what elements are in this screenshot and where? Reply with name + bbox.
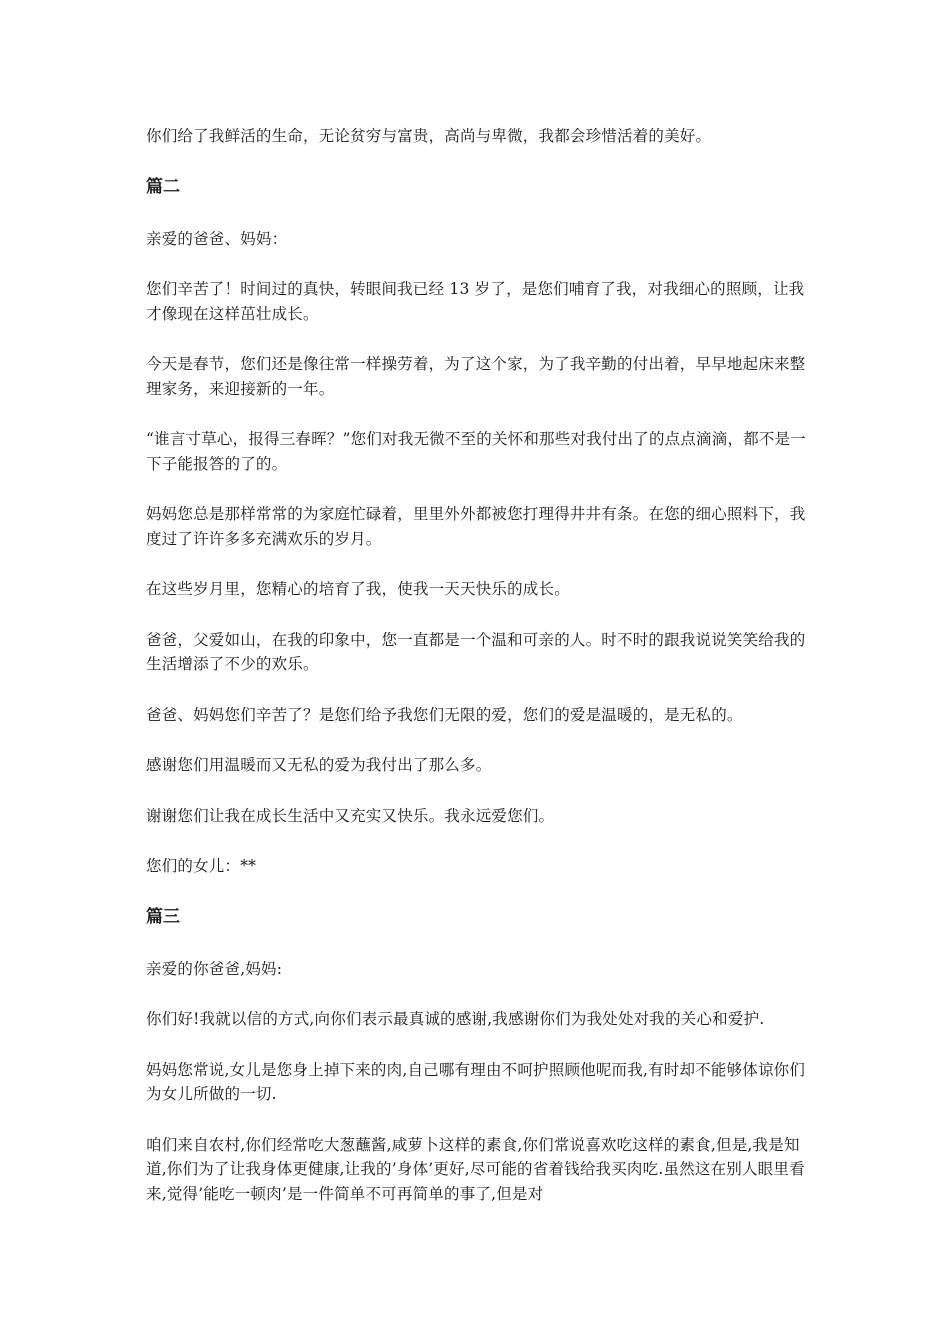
paragraph: “谁言寸草心，报得三春晖？”您们对我无微不至的关怀和那些对我付出了的点点滴滴，都不是一下子能报答的了的。: [146, 430, 806, 473]
paragraph: 在这些岁月里，您精心的培育了我，使我一天天快乐的成长。: [146, 580, 570, 598]
paragraph: 妈妈您总是那样常常的为家庭忙碌着，里里外外都被您打理得井井有条。在您的细心照料下，我度过了许许多多充满欢乐的岁月。: [146, 505, 806, 548]
signature: 您们的女儿：**: [146, 857, 257, 875]
section-heading: 篇二: [146, 176, 180, 197]
paragraph: 感谢您们用温暖而又无私的爱为我付出了那么多。: [146, 756, 492, 774]
paragraph: 爸爸、妈妈您们辛苦了？是您们给予我您们无限的爱，您们的爱是温暖的，是无私的。: [146, 705, 743, 724]
paragraph: 您们辛苦了！时间过的真快，转眼间我已经 13 岁了，是您们哺育了我，对我细心的照顾，让我才像现在这样茁壮成长。: [146, 280, 805, 323]
document-page: [146, 124, 816, 1232]
paragraph: 咱们来自农村,你们经常吃大葱蘸酱,咸萝卜这样的素食,你们常说喜欢吃这样的素食,但是,我是知道,你们为了让我身体更健康,让我的’身体’更好,尽可能的省着钱给我买肉吃.虽然这在别人眼里看来,觉得’能吃一顿肉’是一件简单不可再简单的事了,但是对: [146, 1135, 805, 1203]
paragraph: 今天是春节，您们还是像往常一样操劳着，为了这个家，为了我辛勤的付出着，早早地起床来整理家务，来迎接新的一年。: [146, 355, 806, 398]
salutation: 亲爱的你爸爸,妈妈:: [146, 959, 283, 978]
salutation: 亲爱的爸爸、妈妈：: [146, 229, 288, 248]
paragraph: 谢谢您们让我在成长生活中又充实又快乐。我永远爱您们。: [146, 806, 555, 825]
paragraph: 妈妈您常说,女儿是您身上掉下来的肉,自己哪有理由不呵护照顾他呢而我,有时却不能够体谅你们为女儿所做的一切.: [146, 1060, 806, 1103]
section-heading: 篇三: [146, 906, 180, 927]
paragraph: 你们给了我鲜活的生命，无论贫穷与富贵，高尚与卑微，我都会珍惜活着的美好。: [146, 127, 712, 145]
paragraph: 爸爸，父爱如山，在我的印象中，您一直都是一个温和可亲的人。时不时的跟我说说笑笑给我的生活增添了不少的欢乐。: [146, 630, 806, 673]
paragraph: 你们好!我就以信的方式,向你们表示最真诚的感谢,我感谢你们为我处处对我的关心和爱护.: [146, 1010, 765, 1028]
